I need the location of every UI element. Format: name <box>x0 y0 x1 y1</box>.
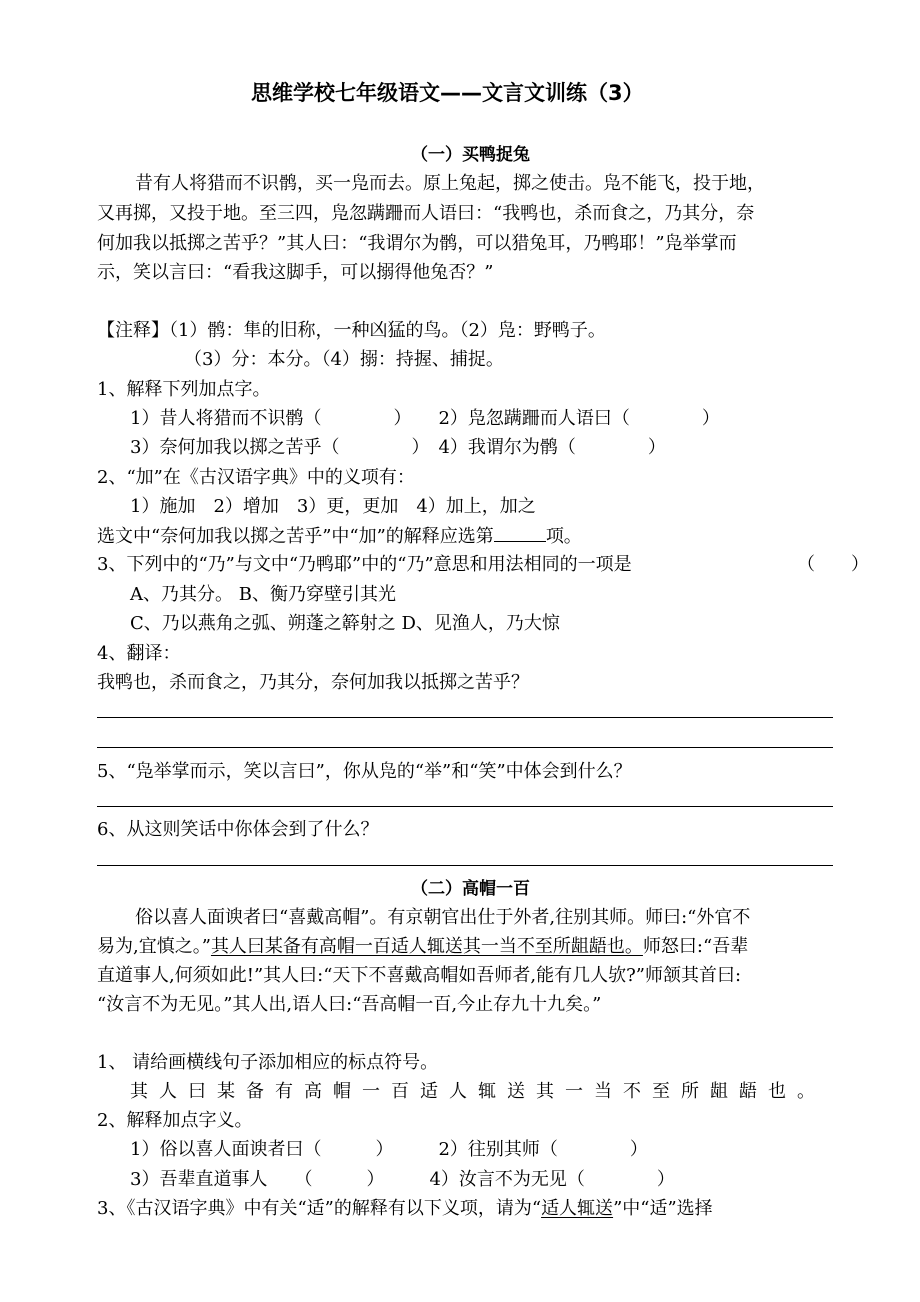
question-1-items: 1）昔人将猎而不识鹘（ ） 2）凫忽蹒跚而人语曰（ ） <box>130 408 720 429</box>
answer-line[interactable] <box>97 717 833 718</box>
question-2-items: 1）俗以喜人面谀者曰（ ） 2）往别其师（ ） <box>130 1139 648 1160</box>
question-4-sentence: 我鸭也，杀而食之，乃其分，奈何加我以抵掷之苦乎？ <box>97 672 529 693</box>
question-1-stem: 1、 请给画横线句子添加相应的标点符号。 <box>97 1052 439 1073</box>
answer-line[interactable] <box>97 865 833 866</box>
question-3-options: A、乃其分。 B、衡乃穿壁引其光 <box>130 584 396 605</box>
question-3-stem <box>97 1196 713 1222</box>
section-heading-1: （一）买鸭捉兔 <box>411 145 530 165</box>
question-3-text: 3、《古汉语字典》中有关“适”的解释有以下义项，请为“ <box>97 1198 542 1219</box>
answer-parentheses[interactable]: （ ） <box>797 554 869 575</box>
question-3-text-end: ”中“适”选择 <box>613 1198 713 1219</box>
question-5: 5、“凫举掌而示，笑以言曰”，你从凫的“举”和“笑”中体会到什么？ <box>97 761 632 782</box>
question-2-ask-text: 选文中“奈何加我以掷之苦乎”中“加”的解释应选第 <box>97 526 494 547</box>
question-3-stem: 3、下列中的“乃”与文中“乃鸭耶”中的“乃”意思和用法相同的一项是 <box>97 554 632 575</box>
question-2-ask <box>97 523 582 550</box>
passage-line: 示，笑以言曰：“看我这脚手，可以搦得他兔否？” <box>97 262 494 283</box>
passage-line <box>97 934 748 960</box>
question-1-stem: 1、解释下列加点字。 <box>97 379 271 400</box>
annotation-line: （3）分：本分。（4）搦：持握、捕捉。 <box>184 349 504 370</box>
passage-text: 易为,宜慎之。” <box>97 936 211 957</box>
question-3-options: C、乃以燕角之弧、朔蓬之簳射之 D、见渔人，乃大惊 <box>130 613 560 634</box>
underlined-sentence: 其人曰某备有高帽一百适人辄送其一当不至所龃龉也。 <box>210 936 643 957</box>
question-1-items: 3）奈何加我以掷之苦乎（ ） 4）我谓尔为鹘（ ） <box>130 437 666 458</box>
question-2-options: 1）施加 2）增加 3）更，更加 4）加上，加之 <box>130 496 536 517</box>
question-6: 6、从这则笑话中你体会到了什么？ <box>97 819 379 840</box>
page-title: 思维学校七年级语文——文言文训练（3） <box>251 81 644 105</box>
question-2-items: 3）吾辈直道事人 （ ） 4）汝言不为无见（ ） <box>130 1169 675 1190</box>
question-4-stem: 4、翻译： <box>97 643 181 664</box>
passage-line: 何加我以抵掷之苦乎？”其人曰：“我谓尔为鹘，可以猎兔耳，乃鸭耶！”凫举掌而 <box>97 233 737 254</box>
question-2-stem: 2、“加”在《古汉语字典》中的义项有： <box>97 467 415 488</box>
passage-line: 俗以喜人面谀者曰“喜戴高帽”。有京朝官出仕于外者,往别其师。师曰:“外官不 <box>135 907 751 928</box>
question-2-ask-suffix: 项。 <box>545 526 582 547</box>
question-2-stem: 2、解释加点字义。 <box>97 1110 253 1131</box>
annotation-line: 【注释】（1）鹘：隼的旧称，一种凶猛的鸟。（2）凫：野鸭子。 <box>97 320 606 341</box>
answer-blank[interactable] <box>494 523 546 542</box>
passage-line: “汝言不为无见。”其人出,语人曰:“吾高帽一百,今止存九十九矣。” <box>97 994 602 1015</box>
passage-line: 昔有人将猎而不识鹘，买一凫而去。原上兔起，掷之使击。凫不能飞，投于地， <box>135 173 765 194</box>
passage-text: 师怒曰:“吾辈 <box>642 936 749 957</box>
underlined-phrase: 适人辄送 <box>541 1198 614 1219</box>
question-1-sentence: 其人曰某备有高帽一百适人辄送其一当不至所龃龉也。 <box>130 1081 826 1102</box>
answer-line[interactable] <box>97 806 833 807</box>
passage-line: 又再掷，又投于地。至三四，凫忽蹒跚而人语曰：“我鸭也，杀而食之，乃其分，奈 <box>97 203 755 224</box>
answer-line[interactable] <box>97 747 833 748</box>
passage-line: 直道事人,何须如此!”其人曰:“天下不喜戴高帽如吾师者,能有几人欤?”师颔其首曰: <box>97 965 742 986</box>
section-heading-2: （二）高帽一百 <box>411 879 530 899</box>
